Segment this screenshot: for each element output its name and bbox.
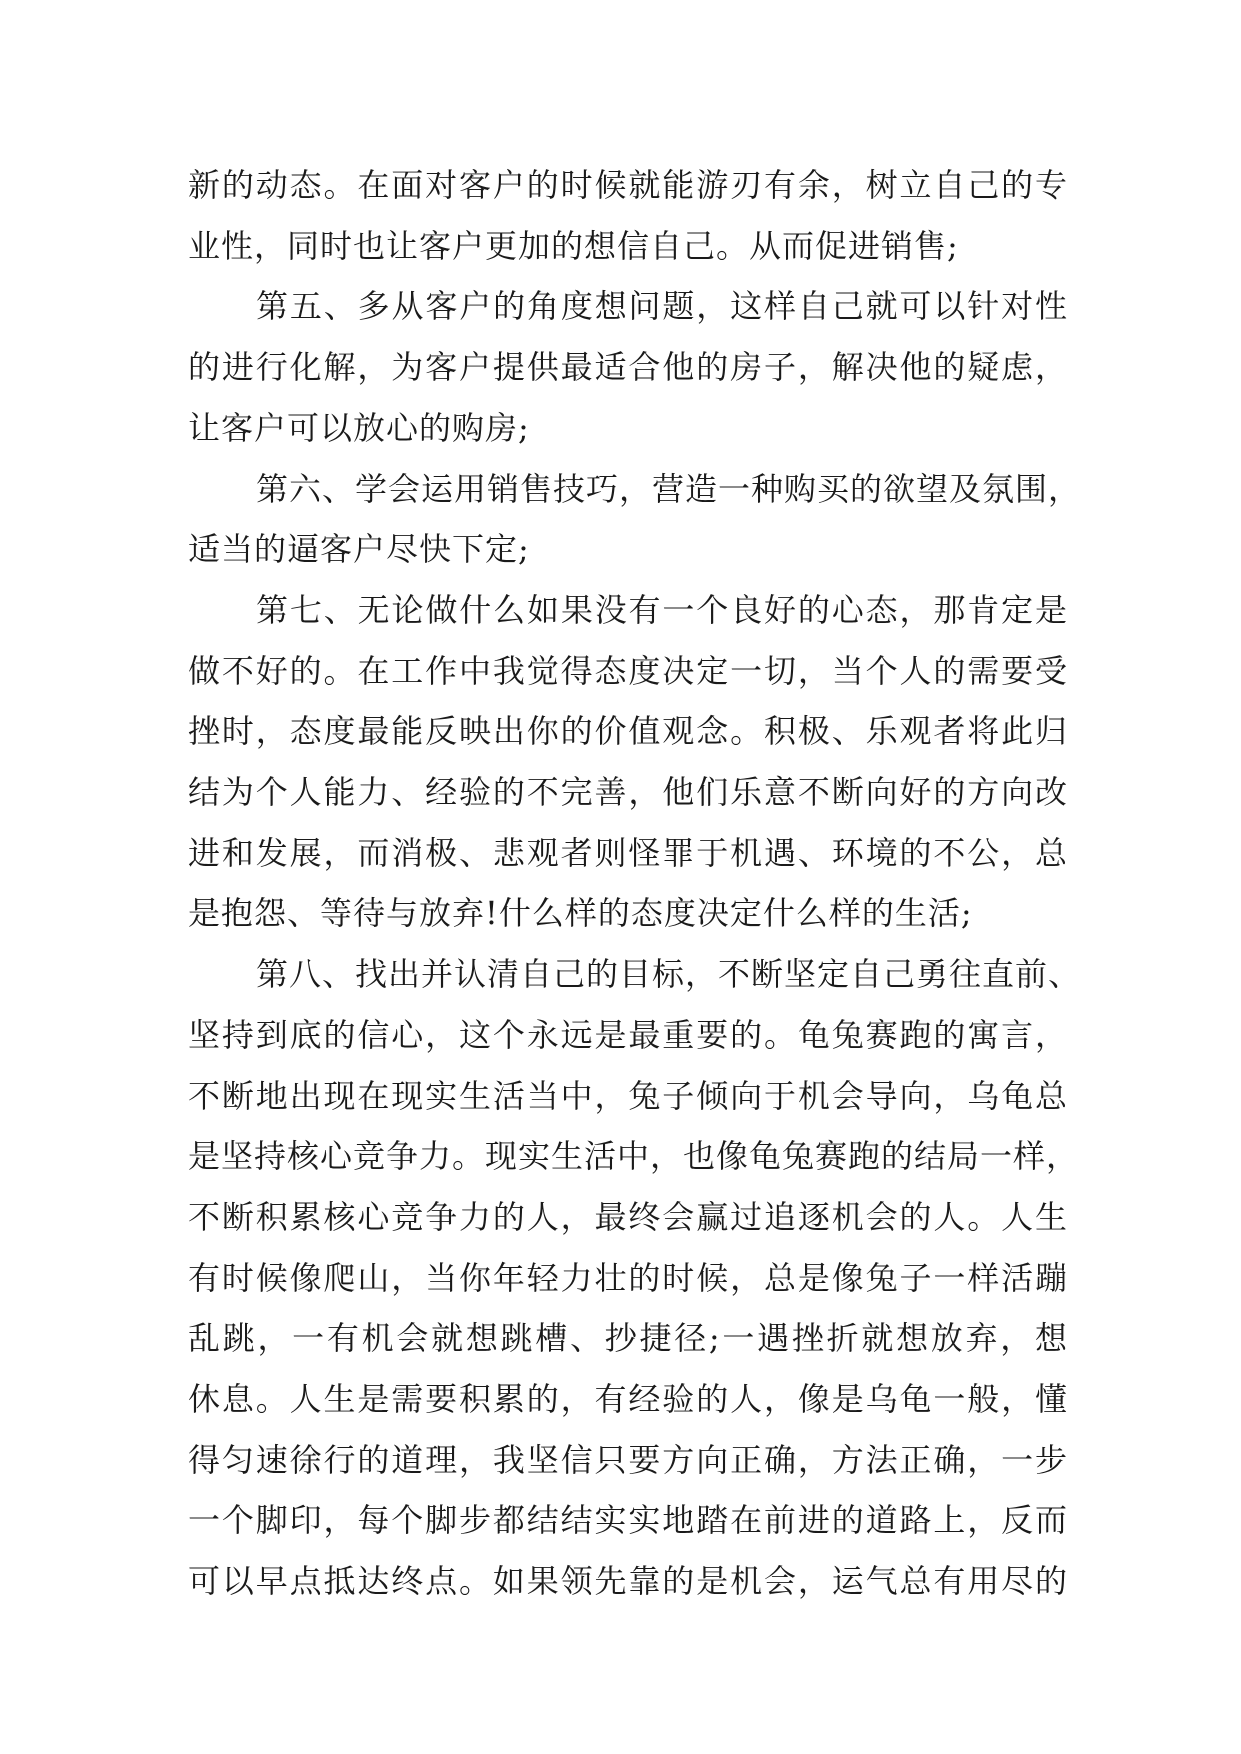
text-line: 乱跳，一有机会就想跳槽、抄捷径;一遇挫折就想放弃，想 (188, 1319, 1068, 1358)
text-line: 的进行化解，为客户提供最适合他的房子，解决他的疑虑， (188, 348, 1068, 387)
text-line: 做不好的。在工作中我觉得态度决定一切，当个人的需要受 (188, 651, 1068, 690)
text-line: 是坚持核心竞争力。现实生活中，也像龟兔赛跑的结局一样， (188, 1137, 1080, 1176)
document-body (188, 155, 1082, 1612)
text-line: 第六、学会运用销售技巧，营造一种购买的欲望及氛围， (256, 469, 1082, 508)
text-line: 不断地出现在现实生活当中，兔子倾向于机会导向，乌龟总 (188, 1076, 1068, 1115)
text-line: 第七、无论做什么如果没有一个良好的心态，那肯定是 (256, 590, 1068, 629)
text-line: 休息。人生是需要积累的，有经验的人，像是乌龟一般，懂 (188, 1380, 1068, 1419)
text-line: 进和发展，而消极、悲观者则怪罪于机遇、环境的不公，总 (188, 833, 1068, 872)
text-line: 一个脚印，每个脚步都结结实实地踏在前进的道路上，反而 (188, 1501, 1068, 1540)
text-line: 得匀速徐行的道理，我坚信只要方向正确，方法正确，一步 (188, 1440, 1068, 1479)
text-line: 不断积累核心竞争力的人，最终会赢过追逐机会的人。人生 (188, 1197, 1068, 1236)
text-line: 让客户可以放心的购房; (188, 408, 530, 447)
text-line: 第五、多从客户的角度想问题，这样自己就可以针对性 (256, 287, 1068, 326)
text-line: 可以早点抵达终点。如果领先靠的是机会，运气总有用尽的 (188, 1562, 1068, 1601)
text-line: 结为个人能力、经验的不完善，他们乐意不断向好的方向改 (188, 773, 1068, 812)
text-line: 适当的逼客户尽快下定; (188, 530, 530, 569)
text-line: 有时候像爬山，当你年轻力壮的时候，总是像兔子一样活蹦 (188, 1258, 1068, 1297)
text-line: 新的动态。在面对客户的时候就能游刃有余，树立自己的专 (188, 166, 1068, 204)
text-line: 是抱怨、等待与放弃!什么样的态度决定什么样的生活; (188, 894, 973, 933)
text-line: 坚持到底的信心，这个永远是最重要的。龟兔赛跑的寓言， (188, 1015, 1068, 1054)
text-line: 业性，同时也让客户更加的想信自己。从而促进销售; (188, 226, 959, 265)
text-line: 挫时，态度最能反映出你的价值观念。积极、乐观者将此归 (188, 712, 1068, 751)
text-line: 第八、找出并认清自己的目标，不断坚定自己勇往直前、 (256, 955, 1082, 994)
